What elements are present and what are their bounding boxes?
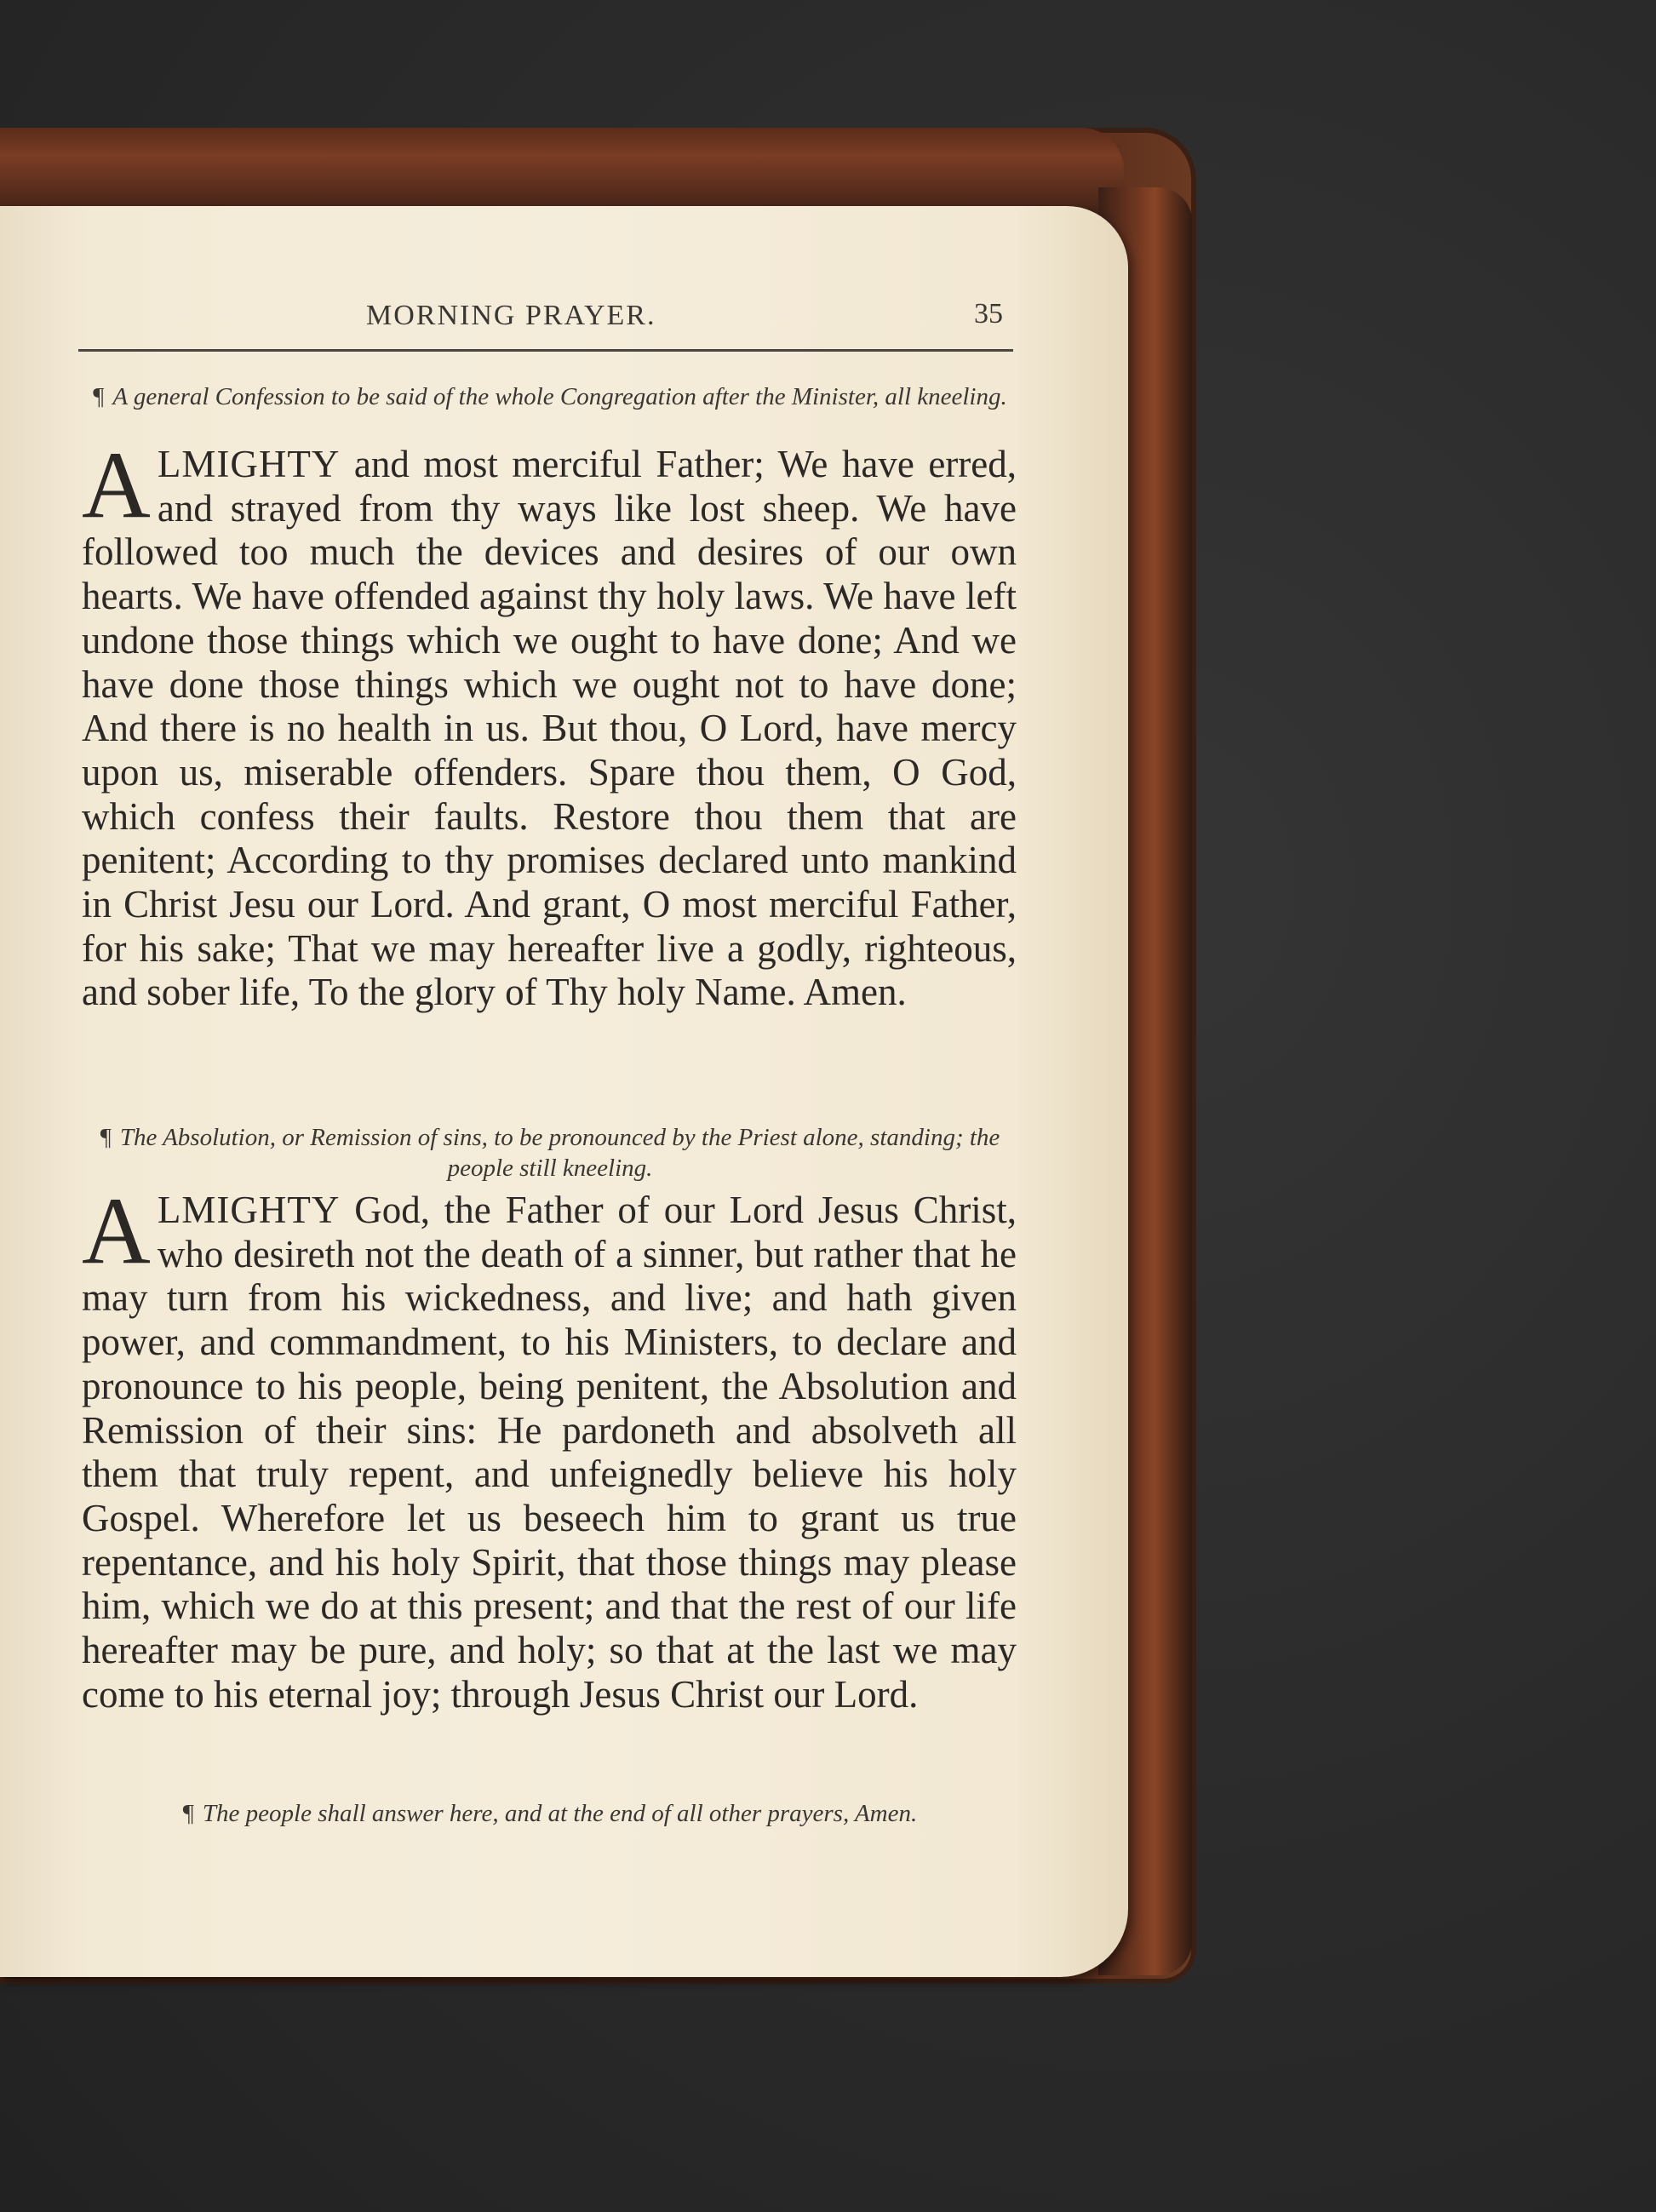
absolution-text: God, the Father of our Lord Jesus Christ, who desireth not the death of a sinner, but rather that he may turn from his wickedness, and live; and hath given power, and commandment, to his Ministers, to declare and pronounce to his people, being penitent, the Absolution and Remission of their sins: He pardoneth and absolveth all them that truly repent, and unfeignedly believe his holy Gospel. Wherefore let us beseech him to grant us true repentance, and his holy Spirit, that those things may please him, which we do at this present; and that the rest of our life hereafter may be pure, and holy; so that at the last we may come to his eternal joy; through Jesus Christ our Lord. [82, 1189, 1017, 1716]
absolution-opening-word: LMIGHTY [157, 1189, 341, 1231]
pilcrow-icon: ¶ [182, 1800, 194, 1827]
pilcrow-icon: ¶ [100, 1124, 112, 1151]
running-title: MORNING PRAYER. [366, 300, 656, 331]
confession-rubric-text: A general Confession to be said of the whole Congregation after the Minister, all kneeling. [112, 383, 1007, 410]
pilcrow-icon: ¶ [93, 383, 105, 410]
closing-rubric-text: The people shall answer here, and at the end of all other prayers, Amen. [202, 1800, 918, 1827]
confession-rubric [82, 381, 1018, 412]
absolution-rubric-text: The Absolution, or Remission of sins, to be pronounced by the Priest alone, standing; the people still kneeling. [119, 1124, 1000, 1182]
confession-opening-word: LMIGHTY [157, 443, 341, 485]
absolution-drop-cap: A [82, 1178, 151, 1284]
closing-rubric [82, 1798, 1018, 1829]
confession-prayer [82, 433, 1017, 1015]
header-rule [78, 349, 1013, 352]
absolution-prayer [82, 1178, 1017, 1716]
page-number: 35 [974, 298, 1003, 330]
confession-text: and most merciful Father; We have erred, and strayed from thy ways like lost sheep. We have followed too much the devices and desires of our own hearts. We have offended against thy holy laws. We have left undone those things which we ought to have done; And we have done those things which we ought not to have done; And there is no health in us. But thou, O Lord, have mercy upon us, miserable offenders. Spare thou them, O God, which confess their faults. Restore thou them that are penitent; According to thy promises declared unto mankind in Christ Jesu our Lord. And grant, O most merciful Father, for his sake; That we may hereafter live a godly, righteous, and sober life, To the glory of Thy holy Name. Amen. [82, 443, 1017, 1014]
absolution-rubric [82, 1122, 1018, 1183]
confession-drop-cap: A [82, 433, 151, 538]
